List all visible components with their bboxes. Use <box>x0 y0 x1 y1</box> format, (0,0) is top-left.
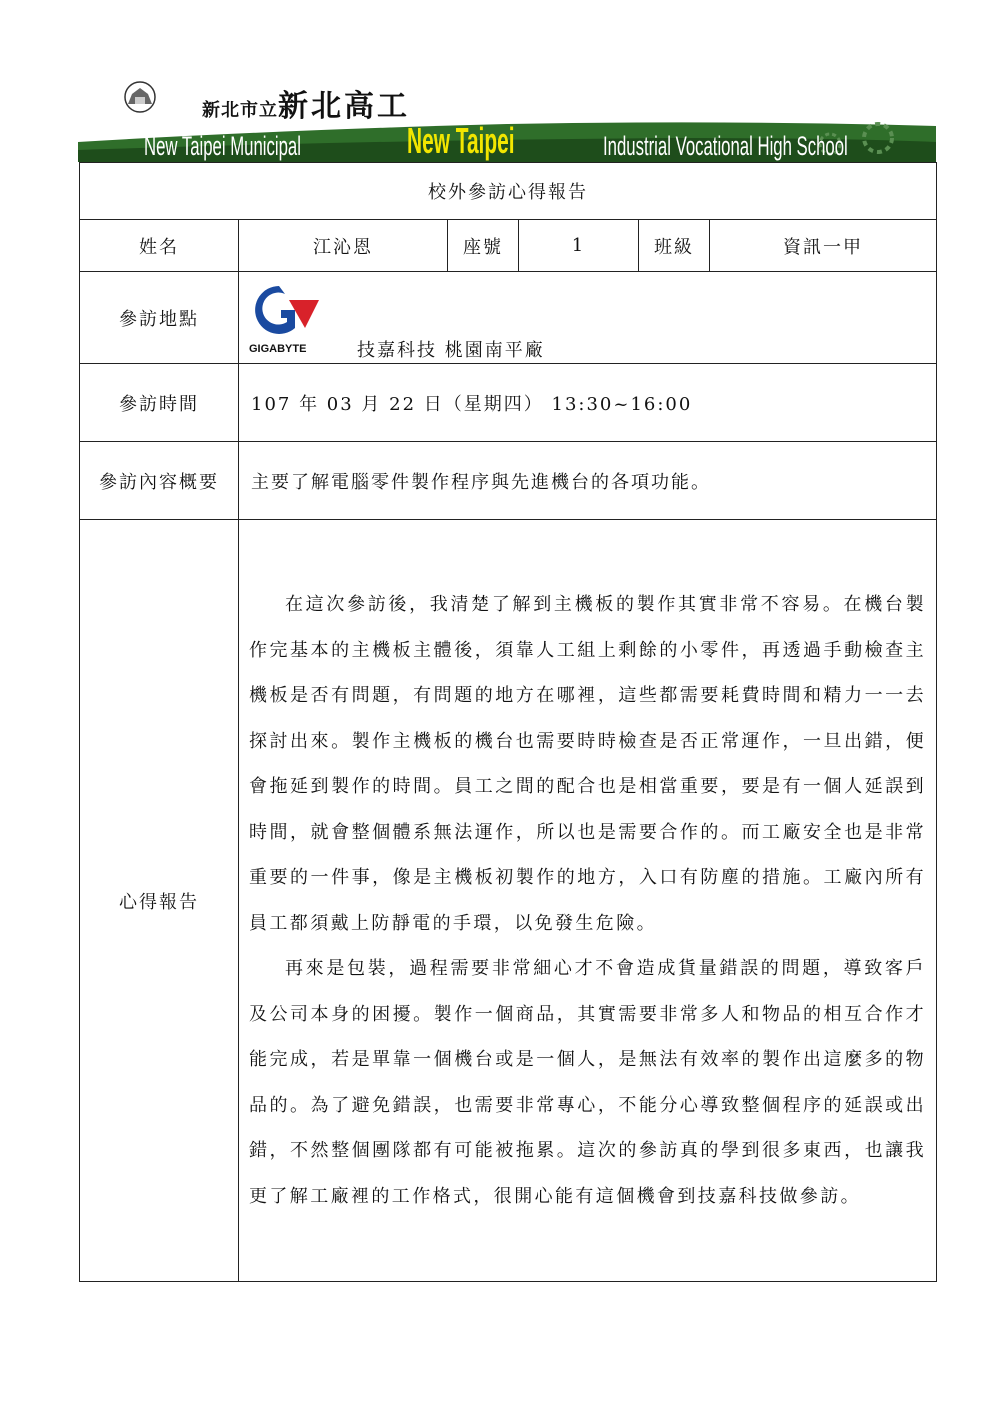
banner-school-text: Industrial Vocational High School <box>602 131 848 161</box>
seat-label: 座號 <box>448 220 519 272</box>
report-row <box>80 520 937 1282</box>
time-label: 參訪時間 <box>80 364 239 442</box>
report-label: 心得報告 <box>80 520 239 1282</box>
school-banner-text <box>78 120 936 162</box>
summary-label: 參訪內容概要 <box>80 442 239 520</box>
location-value: 技嘉科技 桃園南平廠 <box>357 339 545 361</box>
report-form-table <box>79 162 937 1282</box>
school-name-chinese <box>202 81 410 125</box>
summary-value: 主要了解電腦零件製作程序與先進機台的各項功能。 <box>239 442 937 520</box>
student-info-row <box>80 220 937 272</box>
report-title: 校外參訪心得報告 <box>80 163 937 220</box>
school-name: 新北高工 <box>278 89 410 124</box>
title-row <box>80 163 937 220</box>
time-row <box>80 364 937 442</box>
seat-value: 1 <box>519 220 639 272</box>
summary-row <box>80 442 937 520</box>
banner-municipal-text: New Taipei Municipal <box>144 131 301 161</box>
location-label: 參訪地點 <box>80 272 239 364</box>
school-prefix: 新北市立 <box>202 100 278 121</box>
gigabyte-g-icon <box>249 280 321 338</box>
name-label: 姓名 <box>80 220 239 272</box>
class-label: 班級 <box>639 220 710 272</box>
class-value: 資訊一甲 <box>710 220 937 272</box>
school-emblem-icon <box>120 80 160 114</box>
gigabyte-logo <box>249 280 321 356</box>
name-value: 江沁恩 <box>239 220 448 272</box>
school-header <box>78 72 936 162</box>
report-paragraph: 再來是包裝，過程需要非常細心才不會造成貨量錯誤的問題，導致客戶及公司本身的困擾。製作一個商品，其實需要非常多人和物品的相互合作才能完成，若是單靠一個機台或是一個人，是無法有效率的製作出這麼多的物品的。為了避免錯誤，也需要非常專心，不能分心導致整個程序的延誤或出錯，不然整個團隊都有可能被拖累。這次的參訪真的學到很多東西，也讓我更了解工廠裡的工作格式，很開心能有這個機會到技嘉科技做參訪。 <box>249 958 927 1207</box>
location-row <box>80 272 937 364</box>
banner-new-taipei-text: New Taipei <box>407 120 515 161</box>
time-value: 107 年 03 月 22 日（星期四） 13:30~16:00 <box>239 364 937 442</box>
location-value-cell <box>239 272 937 364</box>
report-body <box>239 520 937 1282</box>
report-paragraph: 在這次參訪後，我清楚了解到主機板的製作其實非常不容易。在機台製作完基本的主機板主體後，須靠人工組上剩餘的小零件，再透過手動檢查主機板是否有問題，有問題的地方在哪裡，這些都需要耗費時間和精力一一去探討出來。製作主機板的機台也需要時時檢查是否正常運作，一旦出錯，便會拖延到製作的時間。員工之間的配合也是相當重要，要是有一個人延誤到時間，就會整個體系無法運作，所以也是需要合作的。而工廠安全也是非常重要的一件事，像是主機板初製作的地方，入口有防塵的措施。工廠內所有員工都須戴上防靜電的手環，以免發生危險。 <box>249 594 927 934</box>
gigabyte-wordmark: GIGABYTE <box>249 342 307 355</box>
